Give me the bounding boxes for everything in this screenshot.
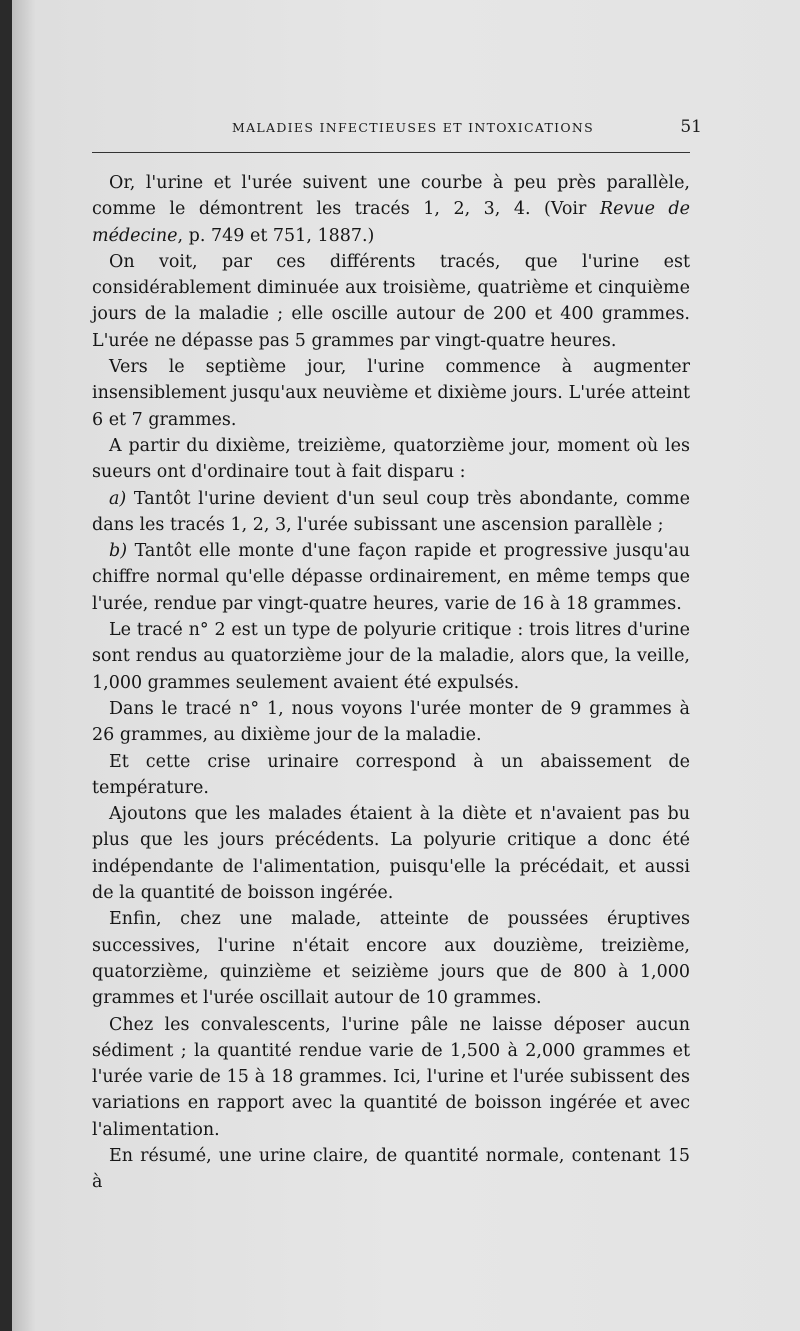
paragraph: Ajoutons que les malades étaient à la diète et n'avaient pas bu plus que les jours précédents. La polyurie critique a donc été indépendante de l'alimentation, puisqu'elle la précédait, et aussi de la quantité de boisson ingérée. [92,804,690,904]
paragraph: On voit, par ces différents tracés, que l'urine est considérablement diminuée aux troisième, quatrième et cinquième jours de la maladie ; elle oscille autour de 200 et 400 grammes. L'urée ne dépasse pas 5 grammes par vingt-quatre heures. [92,251,690,351]
page-number: 51 [680,117,702,137]
paragraph: Et cette crise urinaire correspond à un abaissement de température. [92,751,690,798]
paragraph: Vers le septième jour, l'urine commence à augmenter insensiblement jusqu'aux neuvième et dixième jours. L'urée atteint 6 et 7 grammes. [92,357,690,430]
paragraph: Chez les convalescents, l'urine pâle ne laisse déposer aucun sédiment ; la quantité rendue varie de 1,500 à 2,000 grammes et l'urée varie de 15 à 18 grammes. Ici, l'urine et l'urée subissent des variations en rapport avec la quantité de boisson ingérée et avec l'alimentation. [92,1014,690,1140]
paragraph: A partir du dixième, treizième, quatorzième jour, moment où les sueurs ont d'ordinaire tout à fait disparu : [92,435,690,483]
paragraph: Enfin, chez une malade, atteinte de poussées éruptives successives, l'urine n'était encore aux douzième, treizième, quatorzième, quinzième et seizième jours que de 800 à 1,000 grammes et l'urée oscillait autour de 10 grammes. [92,909,690,1009]
running-title: MALADIES INFECTIEUSES ET INTOXICATIONS [232,120,595,135]
journal-title: Revue de médecine [92,199,690,246]
header-rule [92,152,690,153]
paragraph: Dans le tracé n° 1, nous voyons l'urée monter de 9 grammes à 26 grammes, au dixième jour de la maladie. [92,698,690,746]
page-header [220,118,702,140]
paragraph: En résumé, une urine claire, de quantité normale, contenant 15 à [92,1145,690,1193]
paragraph: Or, l'urine et l'urée suivent une courbe à peu près parallèle, comme le démontrent les tracés 1, 2, 3, 4. (Voir Revue de médecine, p. 749 et 751, 1887.) [92,173,690,246]
paragraph: Le tracé n° 2 est un type de polyurie critique : trois litres d'urine sont rendus au quatorzième jour de la maladie, alors que, la veille, 1,000 grammes seulement avaient été expulsés. [92,620,690,693]
list-item-a: a) Tantôt l'urine devient d'un seul coup très abondante, comme dans les tracés 1, 2, 3, l'urée subissant une ascension parallèle ; [92,488,690,535]
list-item-b: b) Tantôt elle monte d'une façon rapide et progressive jusqu'au chiffre normal qu'elle dépasse ordinairement, en même temps que l'urée, rendue par vingt-quatre heures, varie de 16 à 18 grammes. [92,541,690,614]
body-text [92,170,690,1196]
